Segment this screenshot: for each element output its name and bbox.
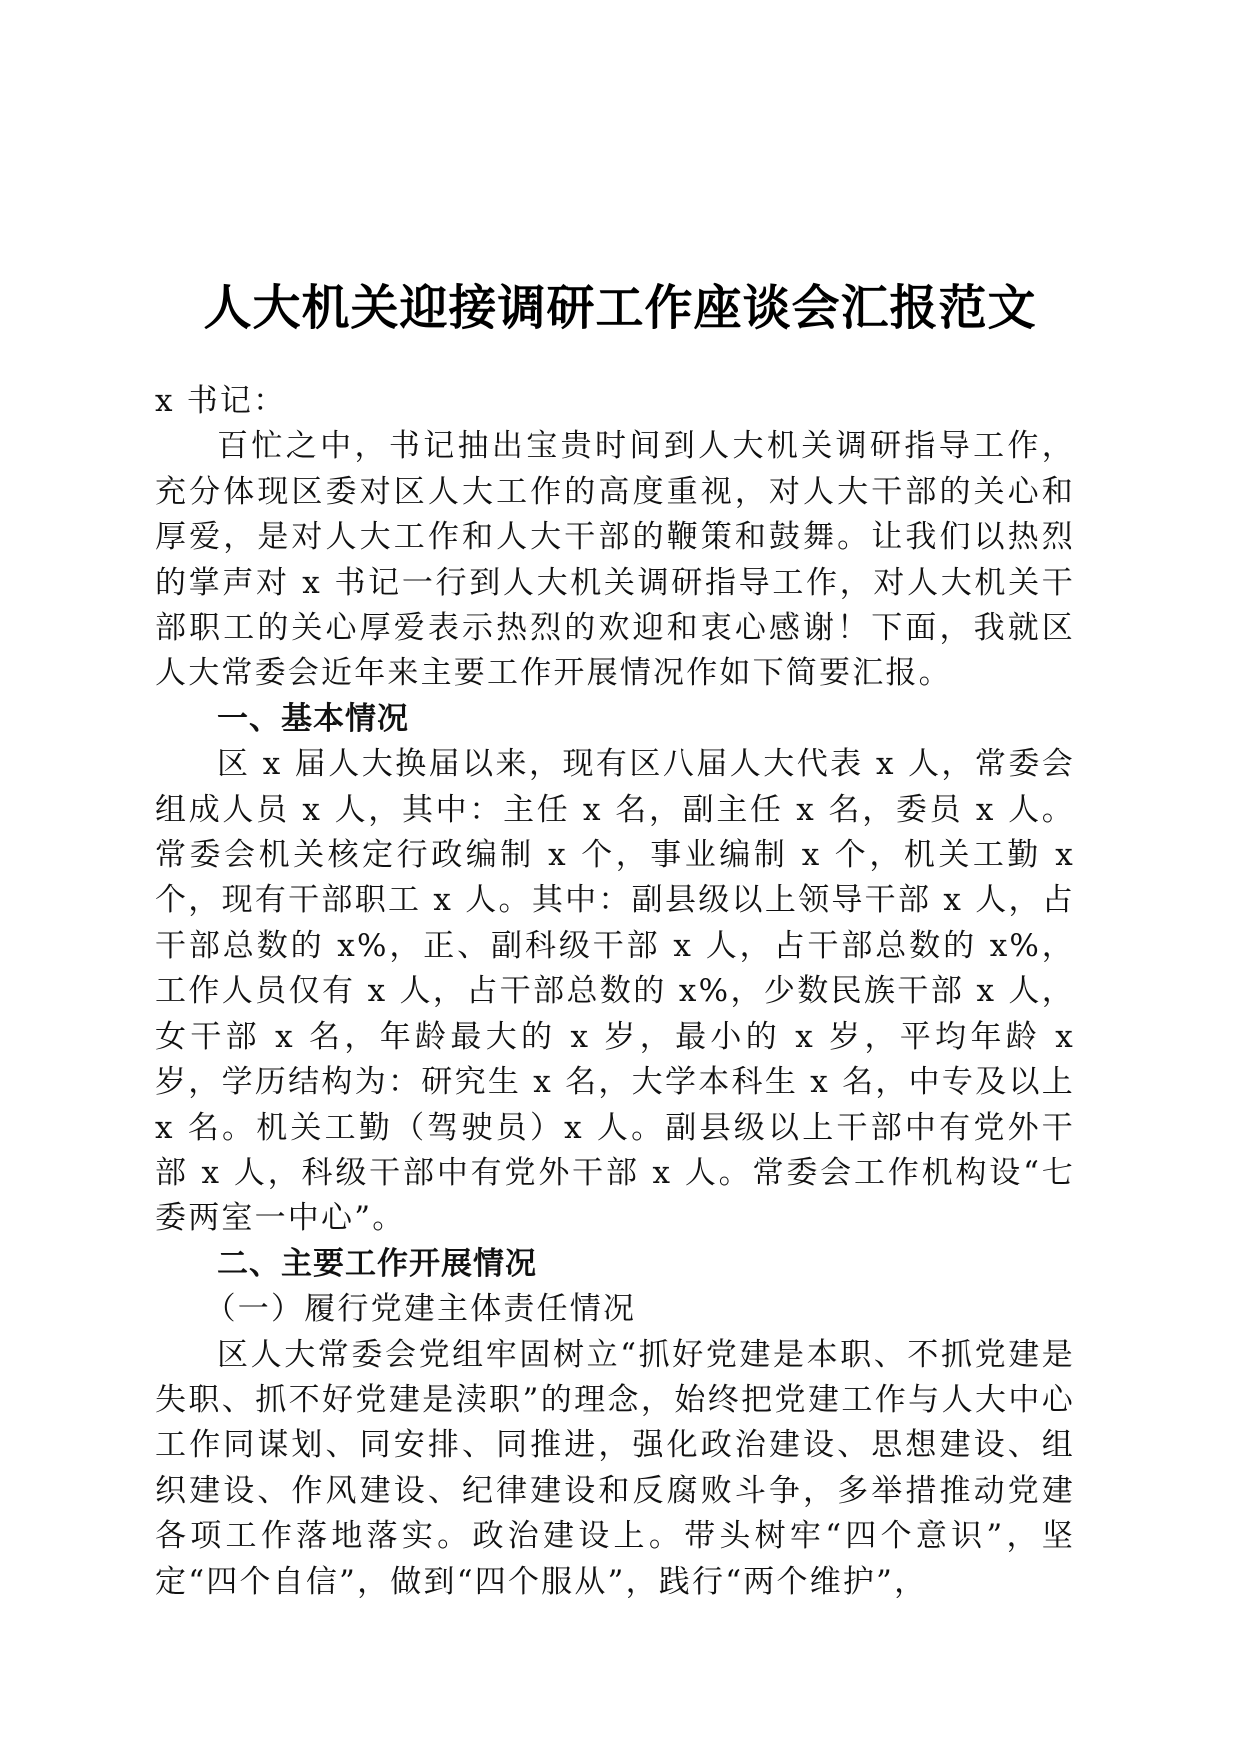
party-building-paragraph: 区人大常委会党组牢固树立“抓好党建是本职、不抓党建是失职、抓不好党建是渎职”的理念，始终把党建工作与人大中心工作同谋划、同安排、同推进，强化政治建设、思想建设、组织建设、作风建设、纪律建设和反腐败斗争，多举措推动党建各项工作落地落实。政治建设上。带头树牢“四个意识”，坚定“四个自信”，做到“四个服从”，践行“两个维护”， [155,1336,1075,1600]
section-heading-basic: 一、基本情况 [217,700,409,737]
section-heading-main-work: 二、主要工作开展情况 [217,1245,537,1282]
intro-paragraph: 百忙之中，书记抽出宝贵时间到人大机关调研指导工作，充分体现区委对区人大工作的高度重视，对人大干部的关心和厚爱，是对人大工作和人大干部的鞭策和鼓舞。让我们以热烈的掌声对 x 书记一行到人大机关调研指导工作，对人大机关干部职工的关心厚爱表示热烈的欢迎和衷心感谢！下面，我就区人大常委会近年来主要工作开展情况作如下简要汇报。 [155,428,1075,692]
salutation: x 书记： [155,383,287,419]
document-body [155,379,1075,1605]
document-title: 人大机关迎接调研工作座谈会汇报范文 [203,280,1037,337]
subsection-heading-party: （一）履行党建主体责任情况 [204,1291,637,1328]
basic-info-paragraph: 区 x 届人大换届以来，现有区八届人大代表 x 人，常委会组成人员 x 人，其中：主任 x 名，副主任 x 名，委员 x 人。常委会机关核定行政编制 x 个，事业编制 x 个，机关工勤 x 个，现有干部职工 x 人。其中：副县级以上领导干部 x 人，占干部总数的 x%，正、副科级干部 x 人，占干部总数的 x%，工作人员仅有 x 人，占干部总数的 x%，少数民族干部 x 人，女干部 x 名，年龄最大的 x 岁，最小的 x 岁，平均年龄 x 岁，学历结构为：研究生 x 名，大学本科生 x 名，中专及以上 x 名。机关工勤（驾驶员）x 人。副县级以上干部中有党外干部 x 人，科级干部中有党外干部 x 人。常委会工作机构设“七委两室一中心”。 [155,746,1075,1237]
